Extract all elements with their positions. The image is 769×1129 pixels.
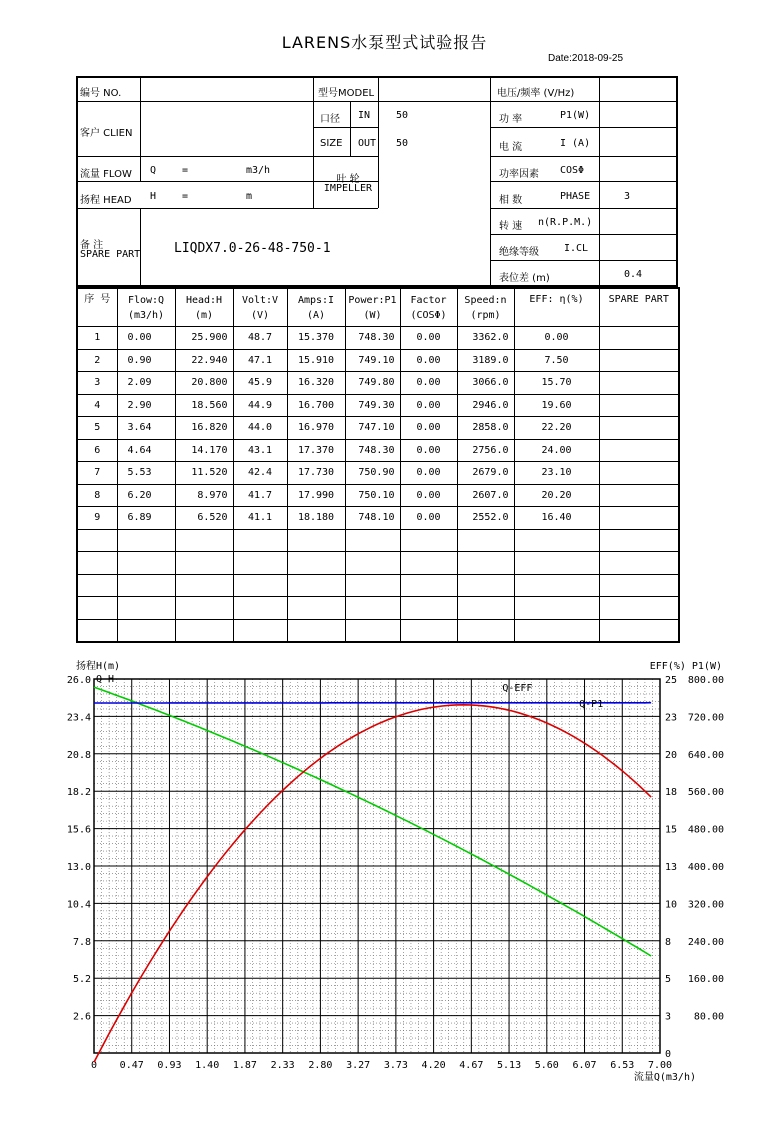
table-cell: 42.4 — [233, 462, 287, 485]
col-header-line1: EFF: η(%) — [529, 294, 584, 305]
table-cell — [77, 552, 117, 575]
col-header-line1: Power:P1 — [348, 294, 397, 306]
series-label-q-h: Q-H — [96, 674, 115, 685]
report-date: Date:2018-09-25 — [548, 53, 624, 64]
y-power-tick-label: 160.00 — [687, 974, 724, 986]
series-line-q-eff — [94, 705, 651, 1062]
y-left-tick-label: 10.4 — [66, 899, 91, 911]
table-row — [77, 417, 679, 440]
no-label-2: 编号 NO. — [80, 88, 122, 99]
caliber-label: 口径 — [320, 114, 340, 125]
table-cell — [117, 529, 175, 552]
phase-value: 3 — [624, 191, 631, 202]
x-tick-label: 0.93 — [157, 1060, 182, 1071]
x-tick-label: 4.67 — [459, 1060, 484, 1071]
table-cell: 749.10 — [345, 349, 400, 372]
table-cell — [599, 507, 679, 530]
flow-eq: = — [182, 165, 189, 176]
table-cell: 3362.0 — [457, 327, 514, 350]
current-label: 电 流 — [499, 142, 523, 153]
table-cell — [287, 529, 345, 552]
y-left-tick-label: 26.0 — [66, 675, 91, 686]
table-cell — [345, 574, 400, 597]
col-header-line1: Amps:I — [297, 294, 335, 306]
table-cell — [117, 597, 175, 620]
series-label-q-eff: Q-EFF — [502, 683, 533, 694]
y-left-tick-label: 15.6 — [66, 824, 91, 836]
table-cell: 0.00 — [400, 462, 457, 485]
col-header-line1: Flow:Q — [127, 294, 165, 306]
x-tick-label: 3.27 — [346, 1060, 371, 1071]
table-cell: 747.10 — [345, 417, 400, 440]
table-cell — [233, 619, 287, 642]
table-cell: 3189.0 — [457, 349, 514, 372]
pf-label: 功率因素 — [499, 169, 539, 180]
table-cell: 25.900 — [175, 327, 233, 350]
table-cell: 22.20 — [514, 417, 599, 440]
table-cell: 15.370 — [287, 327, 345, 350]
col-header-line2: (A) — [306, 309, 326, 321]
table-cell: 2552.0 — [457, 507, 514, 530]
table-row — [77, 597, 679, 620]
table-cell: 44.0 — [233, 417, 287, 440]
phase-unit: PHASE — [560, 191, 591, 202]
table-cell — [287, 597, 345, 620]
x-tick-label: 4.20 — [421, 1060, 446, 1071]
table-cell — [287, 574, 345, 597]
head-sym: H — [150, 191, 157, 202]
x-tick-label: 7.00 — [647, 1060, 673, 1071]
table-cell — [599, 439, 679, 462]
table-cell: 0.00 — [400, 439, 457, 462]
table-cell: 0.90 — [117, 349, 175, 372]
table-header-row — [77, 288, 679, 327]
spare-label-cn: 备 注 — [80, 240, 104, 251]
table-cell — [400, 552, 457, 575]
table-cell — [599, 574, 679, 597]
table-cell: 0.00 — [400, 484, 457, 507]
impeller-label-cn: 叶 轮 — [336, 174, 360, 185]
x-tick-label: 0.47 — [119, 1060, 144, 1071]
table-cell — [345, 597, 400, 620]
table-cell: 16.970 — [287, 417, 345, 440]
x-tick-label: 1.87 — [232, 1060, 257, 1071]
model-label-2: 型号MODEL — [318, 88, 375, 99]
table-cell — [599, 597, 679, 620]
y-left-tick-label: 18.2 — [66, 787, 91, 799]
table-cell: 7.50 — [514, 349, 599, 372]
table-cell — [599, 349, 679, 372]
out-label: OUT — [358, 138, 377, 149]
y-power-tick-label: 80.00 — [693, 1011, 724, 1023]
table-cell — [514, 529, 599, 552]
table-cell: 748.30 — [345, 439, 400, 462]
table-cell — [233, 574, 287, 597]
head-unit: m — [246, 191, 253, 202]
table-cell — [599, 372, 679, 395]
table-cell — [175, 552, 233, 575]
col-header-line1: Volt:V — [241, 294, 279, 306]
table-cell — [400, 529, 457, 552]
y-left-tick-label: 20.8 — [66, 749, 91, 761]
head-eq: = — [182, 191, 189, 202]
x-axis-label: 流量Q(m3/h) — [633, 1072, 696, 1083]
col-header-0 — [77, 288, 117, 327]
table-cell: 750.90 — [345, 462, 400, 485]
table-cell — [457, 574, 514, 597]
table-cell — [599, 394, 679, 417]
y-eff-tick-label: 20 — [665, 749, 678, 761]
x-tick-label: 2.80 — [308, 1060, 333, 1071]
x-tick-label: 3.73 — [383, 1060, 408, 1071]
size-label: SIZE — [320, 138, 343, 149]
current-unit: I (A) — [560, 138, 591, 149]
table-cell: 0.00 — [117, 327, 175, 350]
speed-unit: n(R.P.M.) — [538, 217, 593, 228]
table-body — [77, 327, 679, 643]
in-value: 50 — [396, 110, 409, 121]
table-cell: 0.00 — [400, 394, 457, 417]
y-power-tick-label: 480.00 — [687, 824, 724, 836]
data-table — [76, 287, 680, 643]
y-left-tick-label: 7.8 — [72, 936, 91, 948]
y-power-tick-label: 560.00 — [687, 787, 724, 799]
table-cell — [599, 529, 679, 552]
col-header-line2: (COSΦ) — [410, 309, 447, 321]
series-label-q-p1: Q-P1 — [579, 699, 604, 710]
table-cell — [514, 619, 599, 642]
y-left-tick-label: 13.0 — [66, 862, 91, 873]
table-row — [77, 484, 679, 507]
table-cell: 6 — [77, 439, 117, 462]
table-cell: 2858.0 — [457, 417, 514, 440]
y-eff-tick-label: 3 — [665, 1011, 672, 1023]
power-unit: P1(W) — [560, 110, 591, 121]
col-header-line2: (rpm) — [470, 309, 501, 321]
table-cell: 4.64 — [117, 439, 175, 462]
table-cell: 748.30 — [345, 327, 400, 350]
table-row — [77, 462, 679, 485]
table-row — [77, 349, 679, 372]
table-cell — [175, 574, 233, 597]
y-left-axis-label: 扬程H(m) — [76, 661, 121, 672]
table-cell: 15.70 — [514, 372, 599, 395]
table-cell: 5 — [77, 417, 117, 440]
table-cell — [233, 597, 287, 620]
gauge-value: 0.4 — [624, 269, 643, 280]
table-cell — [599, 462, 679, 485]
y-eff-tick-label: 13 — [665, 862, 678, 873]
phase-label: 相 数 — [499, 195, 523, 206]
impeller-label-en: IMPELLER — [323, 183, 373, 194]
col-header-line2: (m) — [194, 309, 214, 321]
y-left-tick-label: 23.4 — [66, 712, 91, 724]
table-cell: 748.10 — [345, 507, 400, 530]
table-cell — [514, 552, 599, 575]
col-header-line1: SPARE PART — [608, 294, 669, 305]
table-cell: 20.800 — [175, 372, 233, 395]
y-eff-tick-label: 10 — [665, 899, 678, 911]
table-row — [77, 529, 679, 552]
insulation-label: 绝缘等级 — [499, 247, 539, 258]
table-row — [77, 574, 679, 597]
spare-value: LIQDX7.0-26-48-750-1 — [174, 241, 331, 256]
table-cell: 41.7 — [233, 484, 287, 507]
info-grid — [76, 76, 678, 287]
table-cell — [457, 619, 514, 642]
x-tick-label: 2.33 — [270, 1060, 295, 1071]
voltage-label-2: 电压/频率 (V/Hz) — [497, 88, 575, 99]
col-header-3 — [233, 288, 287, 327]
table-row — [77, 619, 679, 642]
table-cell — [599, 484, 679, 507]
table-cell: 749.80 — [345, 372, 400, 395]
table-cell: 0.00 — [400, 507, 457, 530]
table-cell: 0.00 — [400, 327, 457, 350]
table-cell — [345, 619, 400, 642]
flow-unit: m3/h — [246, 165, 271, 176]
table-row — [77, 372, 679, 395]
spare-label-en: SPARE PART — [80, 249, 141, 260]
table-cell: 2.09 — [117, 372, 175, 395]
col-header-line1: Head:H — [185, 294, 223, 306]
table-cell: 8.970 — [175, 484, 233, 507]
table-cell: 20.20 — [514, 484, 599, 507]
col-header-line1: Speed:n — [464, 294, 507, 306]
flow-sym: Q — [150, 165, 157, 176]
table-cell: 1 — [77, 327, 117, 350]
series-line-q-h — [94, 687, 651, 956]
y-power-tick-label: 640.00 — [687, 749, 724, 761]
col-header-line2: (m3/h) — [127, 309, 165, 321]
col-header-line1: Factor — [410, 294, 447, 306]
col-header-6 — [400, 288, 457, 327]
table-row — [77, 394, 679, 417]
col-header-1 — [117, 288, 175, 327]
table-row — [77, 439, 679, 462]
table-cell — [77, 597, 117, 620]
y-eff-tick-label: 15 — [665, 824, 678, 836]
table-cell: 5.53 — [117, 462, 175, 485]
x-tick-label: 0 — [90, 1060, 98, 1071]
x-tick-label: 5.13 — [497, 1060, 522, 1071]
table-cell: 14.170 — [175, 439, 233, 462]
y-right-axis-label: EFF(%) P1(W) — [649, 661, 722, 672]
table-cell: 18.180 — [287, 507, 345, 530]
table-cell: 8 — [77, 484, 117, 507]
table-cell: 2607.0 — [457, 484, 514, 507]
client-label: 客户 CLIEN — [80, 128, 133, 139]
table-cell: 44.9 — [233, 394, 287, 417]
y-eff-tick-label: 8 — [665, 936, 672, 948]
table-cell — [77, 574, 117, 597]
table-cell — [599, 417, 679, 440]
y-eff-tick-label: 5 — [665, 974, 672, 986]
table-cell: 750.10 — [345, 484, 400, 507]
table-cell — [287, 552, 345, 575]
col-header-line1: 序 号 — [84, 294, 111, 305]
flow-label: 流量 FLOW — [80, 169, 132, 180]
table-cell: 47.1 — [233, 349, 287, 372]
table-cell: 4 — [77, 394, 117, 417]
table-cell: 17.730 — [287, 462, 345, 485]
y-eff-tick-label: 23 — [665, 712, 678, 724]
performance-chart — [0, 650, 769, 1110]
y-eff-tick-label: 0 — [665, 1049, 672, 1060]
table-cell: 23.10 — [514, 462, 599, 485]
table-cell: 3.64 — [117, 417, 175, 440]
x-tick-label: 6.07 — [572, 1060, 597, 1071]
table-cell: 3 — [77, 372, 117, 395]
table-row — [77, 327, 679, 350]
power-label: 功 率 — [499, 114, 523, 125]
col-header-9 — [599, 288, 679, 327]
y-power-tick-label: 400.00 — [687, 862, 724, 873]
table-cell: 0.00 — [400, 372, 457, 395]
table-cell — [233, 529, 287, 552]
table-cell — [345, 552, 400, 575]
col-header-4 — [287, 288, 345, 327]
table-cell: 11.520 — [175, 462, 233, 485]
table-cell: 3066.0 — [457, 372, 514, 395]
table-cell: 45.9 — [233, 372, 287, 395]
insulation-unit: I.CL — [564, 243, 589, 254]
table-cell — [233, 552, 287, 575]
table-cell: 18.560 — [175, 394, 233, 417]
table-cell: 9 — [77, 507, 117, 530]
table-cell — [117, 619, 175, 642]
table-cell: 6.20 — [117, 484, 175, 507]
in-label: IN — [358, 110, 371, 121]
table-cell: 2 — [77, 349, 117, 372]
table-cell: 16.820 — [175, 417, 233, 440]
y-power-tick-label: 240.00 — [687, 936, 724, 948]
table-cell: 749.30 — [345, 394, 400, 417]
out-value: 50 — [396, 138, 409, 149]
table-cell: 15.910 — [287, 349, 345, 372]
table-cell — [175, 597, 233, 620]
table-cell: 2946.0 — [457, 394, 514, 417]
table-cell — [400, 619, 457, 642]
table-cell — [599, 619, 679, 642]
table-cell — [77, 529, 117, 552]
y-left-tick-label: 5.2 — [72, 974, 91, 986]
table-cell: 17.370 — [287, 439, 345, 462]
table-cell: 16.700 — [287, 394, 345, 417]
gauge-label: 表位差 (m) — [499, 273, 550, 284]
y-power-tick-label: 720.00 — [687, 712, 724, 724]
major-grid — [94, 679, 660, 1053]
y-eff-tick-label: 18 — [665, 787, 678, 799]
table-cell — [77, 619, 117, 642]
table-cell — [599, 552, 679, 575]
col-header-5 — [345, 288, 400, 327]
x-tick-label: 1.40 — [195, 1060, 220, 1071]
pf-unit: COSΦ — [560, 165, 585, 176]
col-header-7 — [457, 288, 514, 327]
y-left-tick-label: 2.6 — [72, 1011, 91, 1023]
table-cell — [400, 597, 457, 620]
y-power-tick-label: 320.00 — [687, 899, 724, 911]
table-cell: 48.7 — [233, 327, 287, 350]
speed-label: 转 速 — [499, 221, 523, 232]
table-cell — [457, 552, 514, 575]
table-cell — [175, 619, 233, 642]
table-cell: 6.89 — [117, 507, 175, 530]
table-cell — [514, 597, 599, 620]
y-eff-tick-label: 25 — [665, 675, 678, 686]
table-cell: 7 — [77, 462, 117, 485]
y-power-tick-label: 800.00 — [687, 675, 724, 686]
table-cell — [287, 619, 345, 642]
table-cell — [117, 552, 175, 575]
table-cell — [345, 529, 400, 552]
table-cell — [457, 597, 514, 620]
table-cell: 24.00 — [514, 439, 599, 462]
table-cell: 43.1 — [233, 439, 287, 462]
table-cell: 22.940 — [175, 349, 233, 372]
table-cell — [400, 574, 457, 597]
table-row — [77, 552, 679, 575]
table-cell: 16.40 — [514, 507, 599, 530]
table-cell: 16.320 — [287, 372, 345, 395]
table-cell: 2679.0 — [457, 462, 514, 485]
report-title: LARENS水泵型式试验报告 — [281, 33, 488, 52]
x-tick-label: 6.53 — [610, 1060, 635, 1071]
table-cell — [117, 574, 175, 597]
table-cell: 2.90 — [117, 394, 175, 417]
table-cell: 0.00 — [400, 349, 457, 372]
col-header-line2: (V) — [250, 309, 270, 321]
head-label: 扬程 HEAD — [80, 195, 132, 206]
table-cell — [514, 574, 599, 597]
col-header-line2: (W) — [363, 309, 382, 321]
table-cell: 41.1 — [233, 507, 287, 530]
x-tick-label: 5.60 — [534, 1060, 559, 1071]
col-header-8 — [514, 288, 599, 327]
table-cell: 0.00 — [400, 417, 457, 440]
table-cell: 6.520 — [175, 507, 233, 530]
table-cell: 17.990 — [287, 484, 345, 507]
table-row — [77, 507, 679, 530]
col-header-2 — [175, 288, 233, 327]
table-cell: 0.00 — [514, 327, 599, 350]
table-cell: 19.60 — [514, 394, 599, 417]
table-cell: 2756.0 — [457, 439, 514, 462]
table-cell — [457, 529, 514, 552]
table-cell — [175, 529, 233, 552]
table-cell — [599, 327, 679, 350]
